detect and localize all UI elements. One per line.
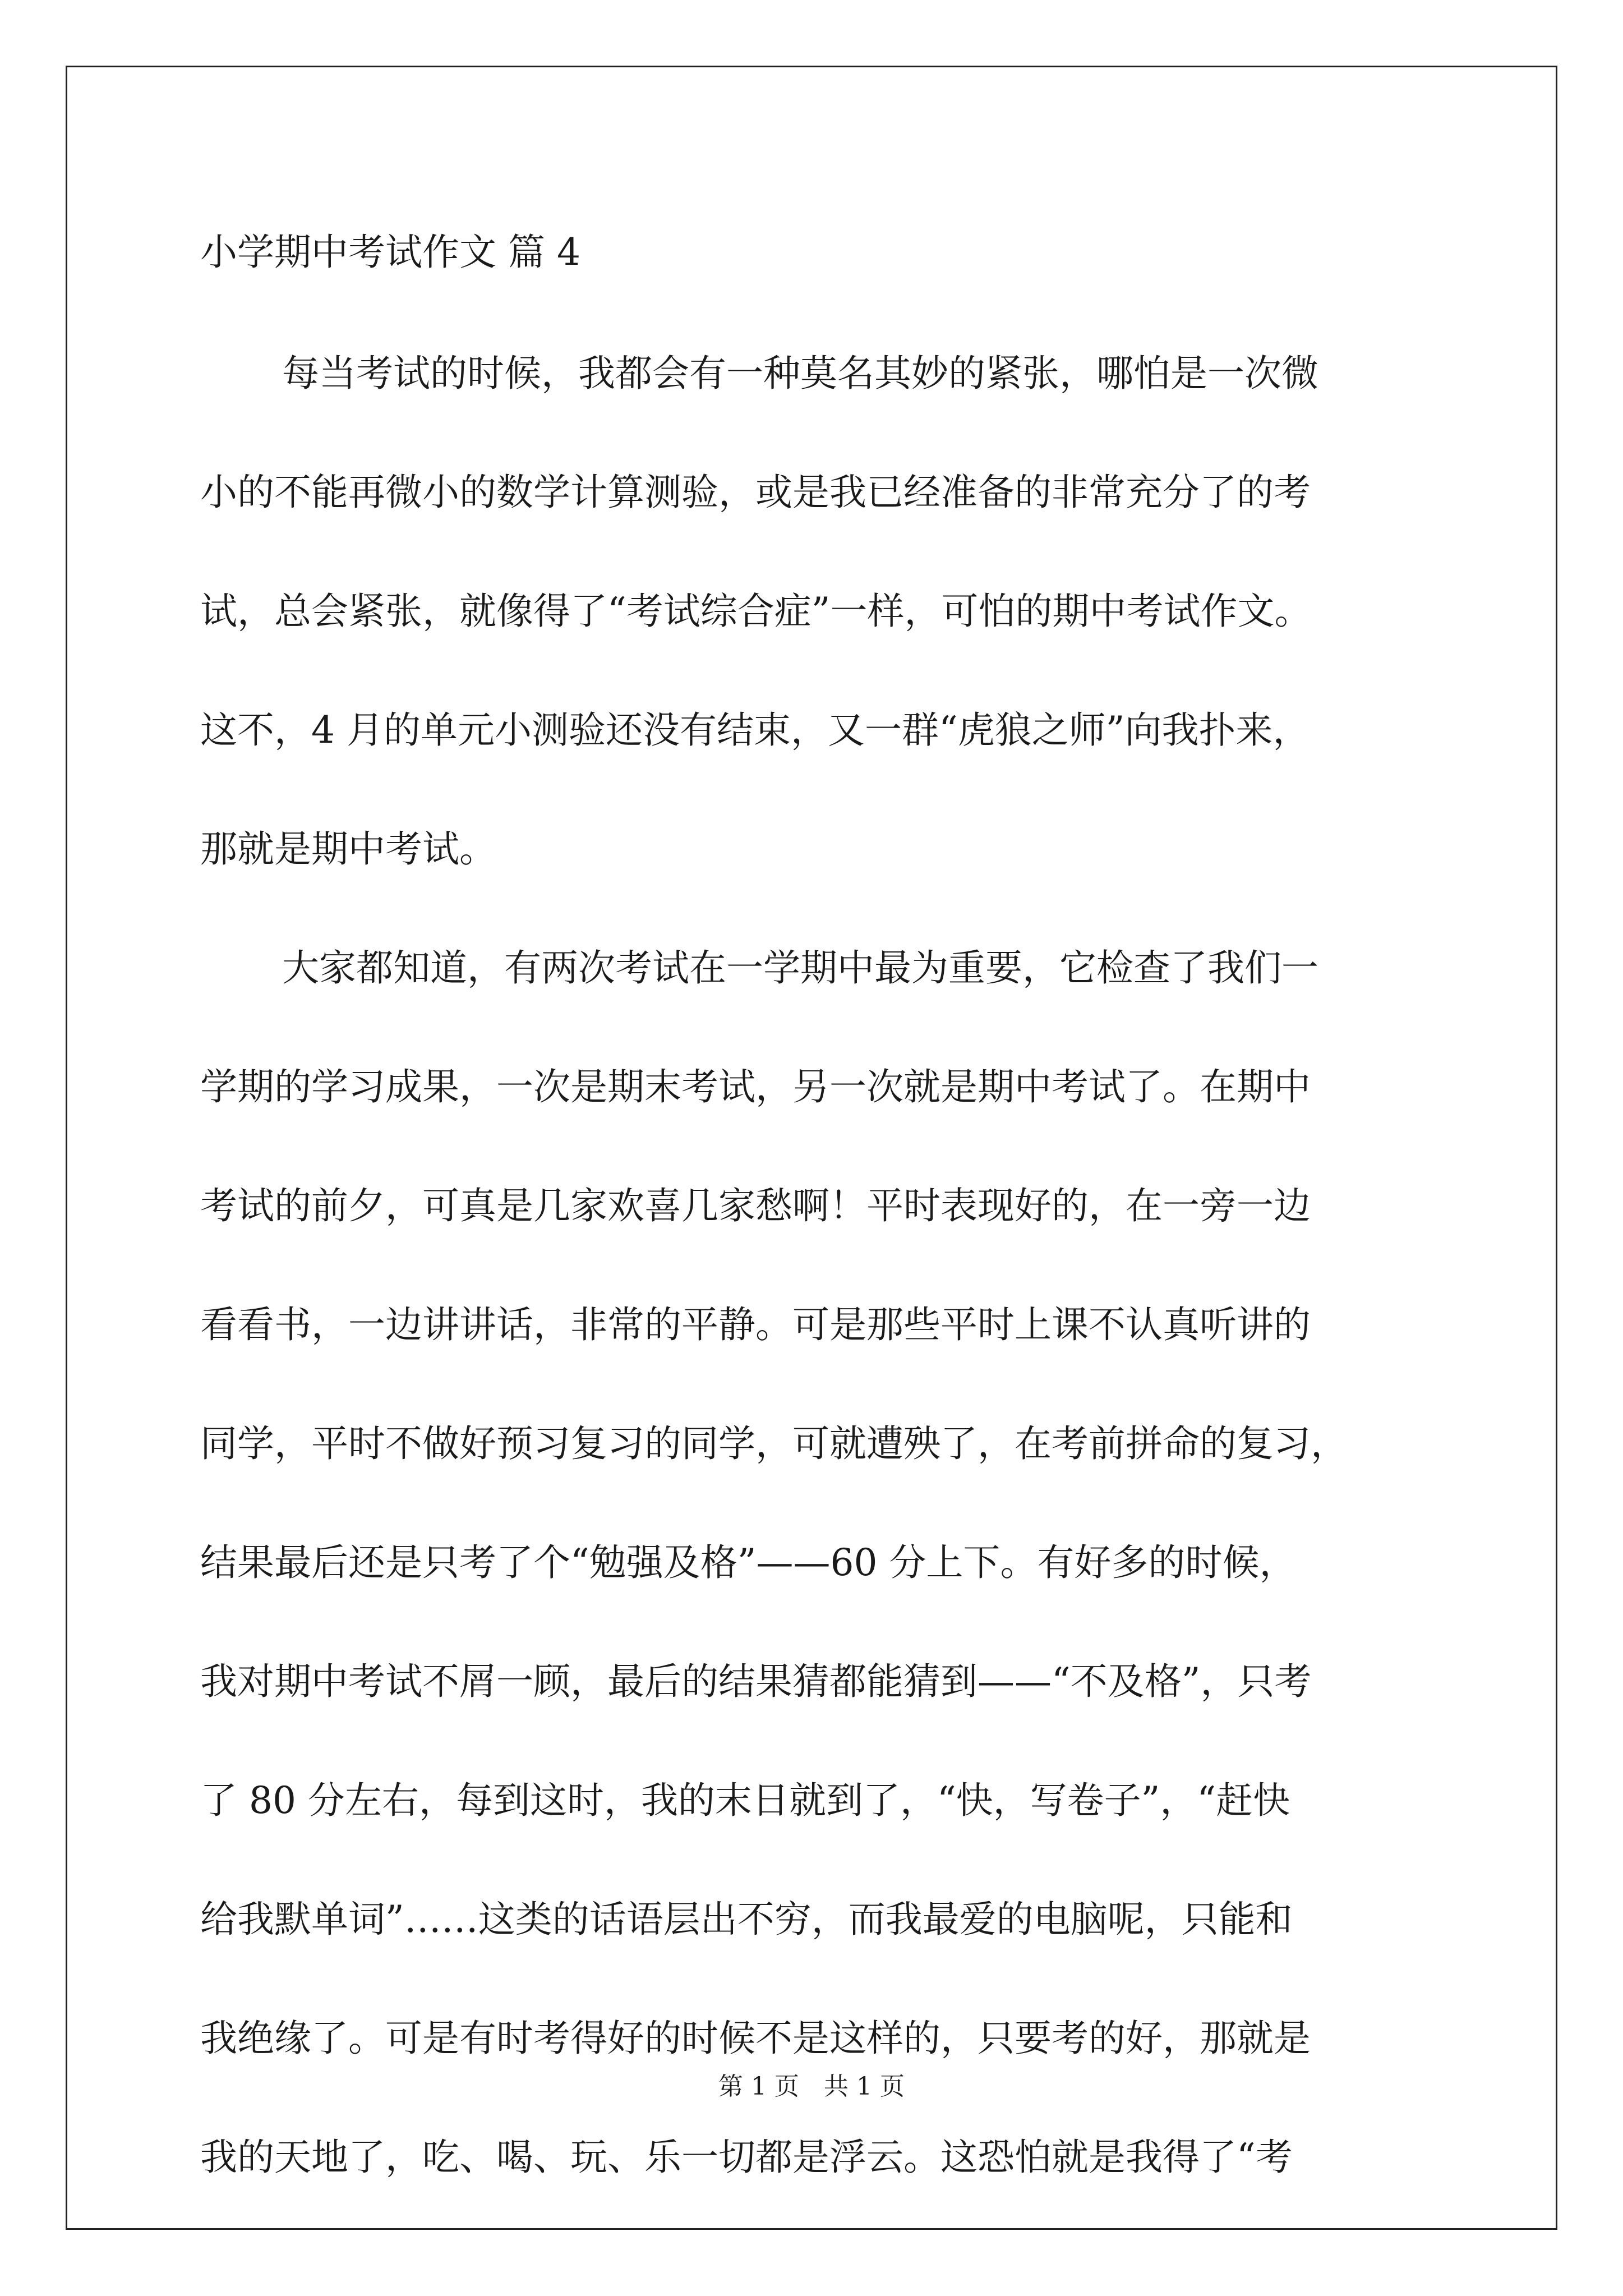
text-line: 小的不能再微小的数学计算测验，或是我已经准备的非常充分了的考 xyxy=(200,471,1311,514)
text-line: 了 80 分左右，每到这时，我的末日就到了，“快，写卷子”，“赶快 xyxy=(200,1779,1290,1822)
text-line: 大家都知道，有两次考试在一学期中最为重要，它检查了我们一 xyxy=(282,946,1318,990)
text-line: 我绝缘了。可是有时考得好的时候不是这样的，只要考的好，那就是 xyxy=(200,2017,1311,2060)
text-line: 考试的前夕，可真是几家欢喜几家愁啊！平时表现好的，在一旁一边 xyxy=(200,1184,1311,1227)
document-body xyxy=(200,314,1427,2217)
text-line: 这不，4 月的单元小测验还没有结束，又一群“虎狼之师”向我扑来， xyxy=(200,708,1310,752)
text-line: 给我默单词”……这类的话语层出不穷，而我最爱的电脑呢，只能和 xyxy=(200,1898,1293,1941)
text-line: 同学，平时不做好预习复习的同学，可就遭殃了，在考前拼命的复习， xyxy=(200,1422,1348,1465)
page-number-footer: 第 1 页 共 1 页 xyxy=(718,2072,905,2101)
text-line: 我对期中考试不屑一顾，最后的结果猜都能猜到——“不及格”，只考 xyxy=(200,1660,1312,1703)
text-line: 试，总会紧张，就像得了“考试综合症”一样，可怕的期中考试作文。 xyxy=(200,590,1312,633)
text-line: 结果最后还是只考了个“勉强及格”——60 分上下。有好多的时候， xyxy=(200,1541,1297,1584)
text-line: 学期的学习成果，一次是期末考试，另一次就是期中考试了。在期中 xyxy=(200,1065,1311,1108)
text-line: 每当考试的时候，我都会有一种莫名其妙的紧张，哪怕是一次微 xyxy=(282,352,1318,395)
document-title: 小学期中考试作文 篇 4 xyxy=(200,231,580,274)
text-line: 我的天地了，吃、喝、玩、乐一切都是浮云。这恐怕就是我得了“考 xyxy=(200,2136,1293,2179)
text-line: 看看书，一边讲讲话，非常的平静。可是那些平时上课不认真听讲的 xyxy=(200,1303,1311,1346)
text-line: 那就是期中考试。 xyxy=(200,827,496,871)
